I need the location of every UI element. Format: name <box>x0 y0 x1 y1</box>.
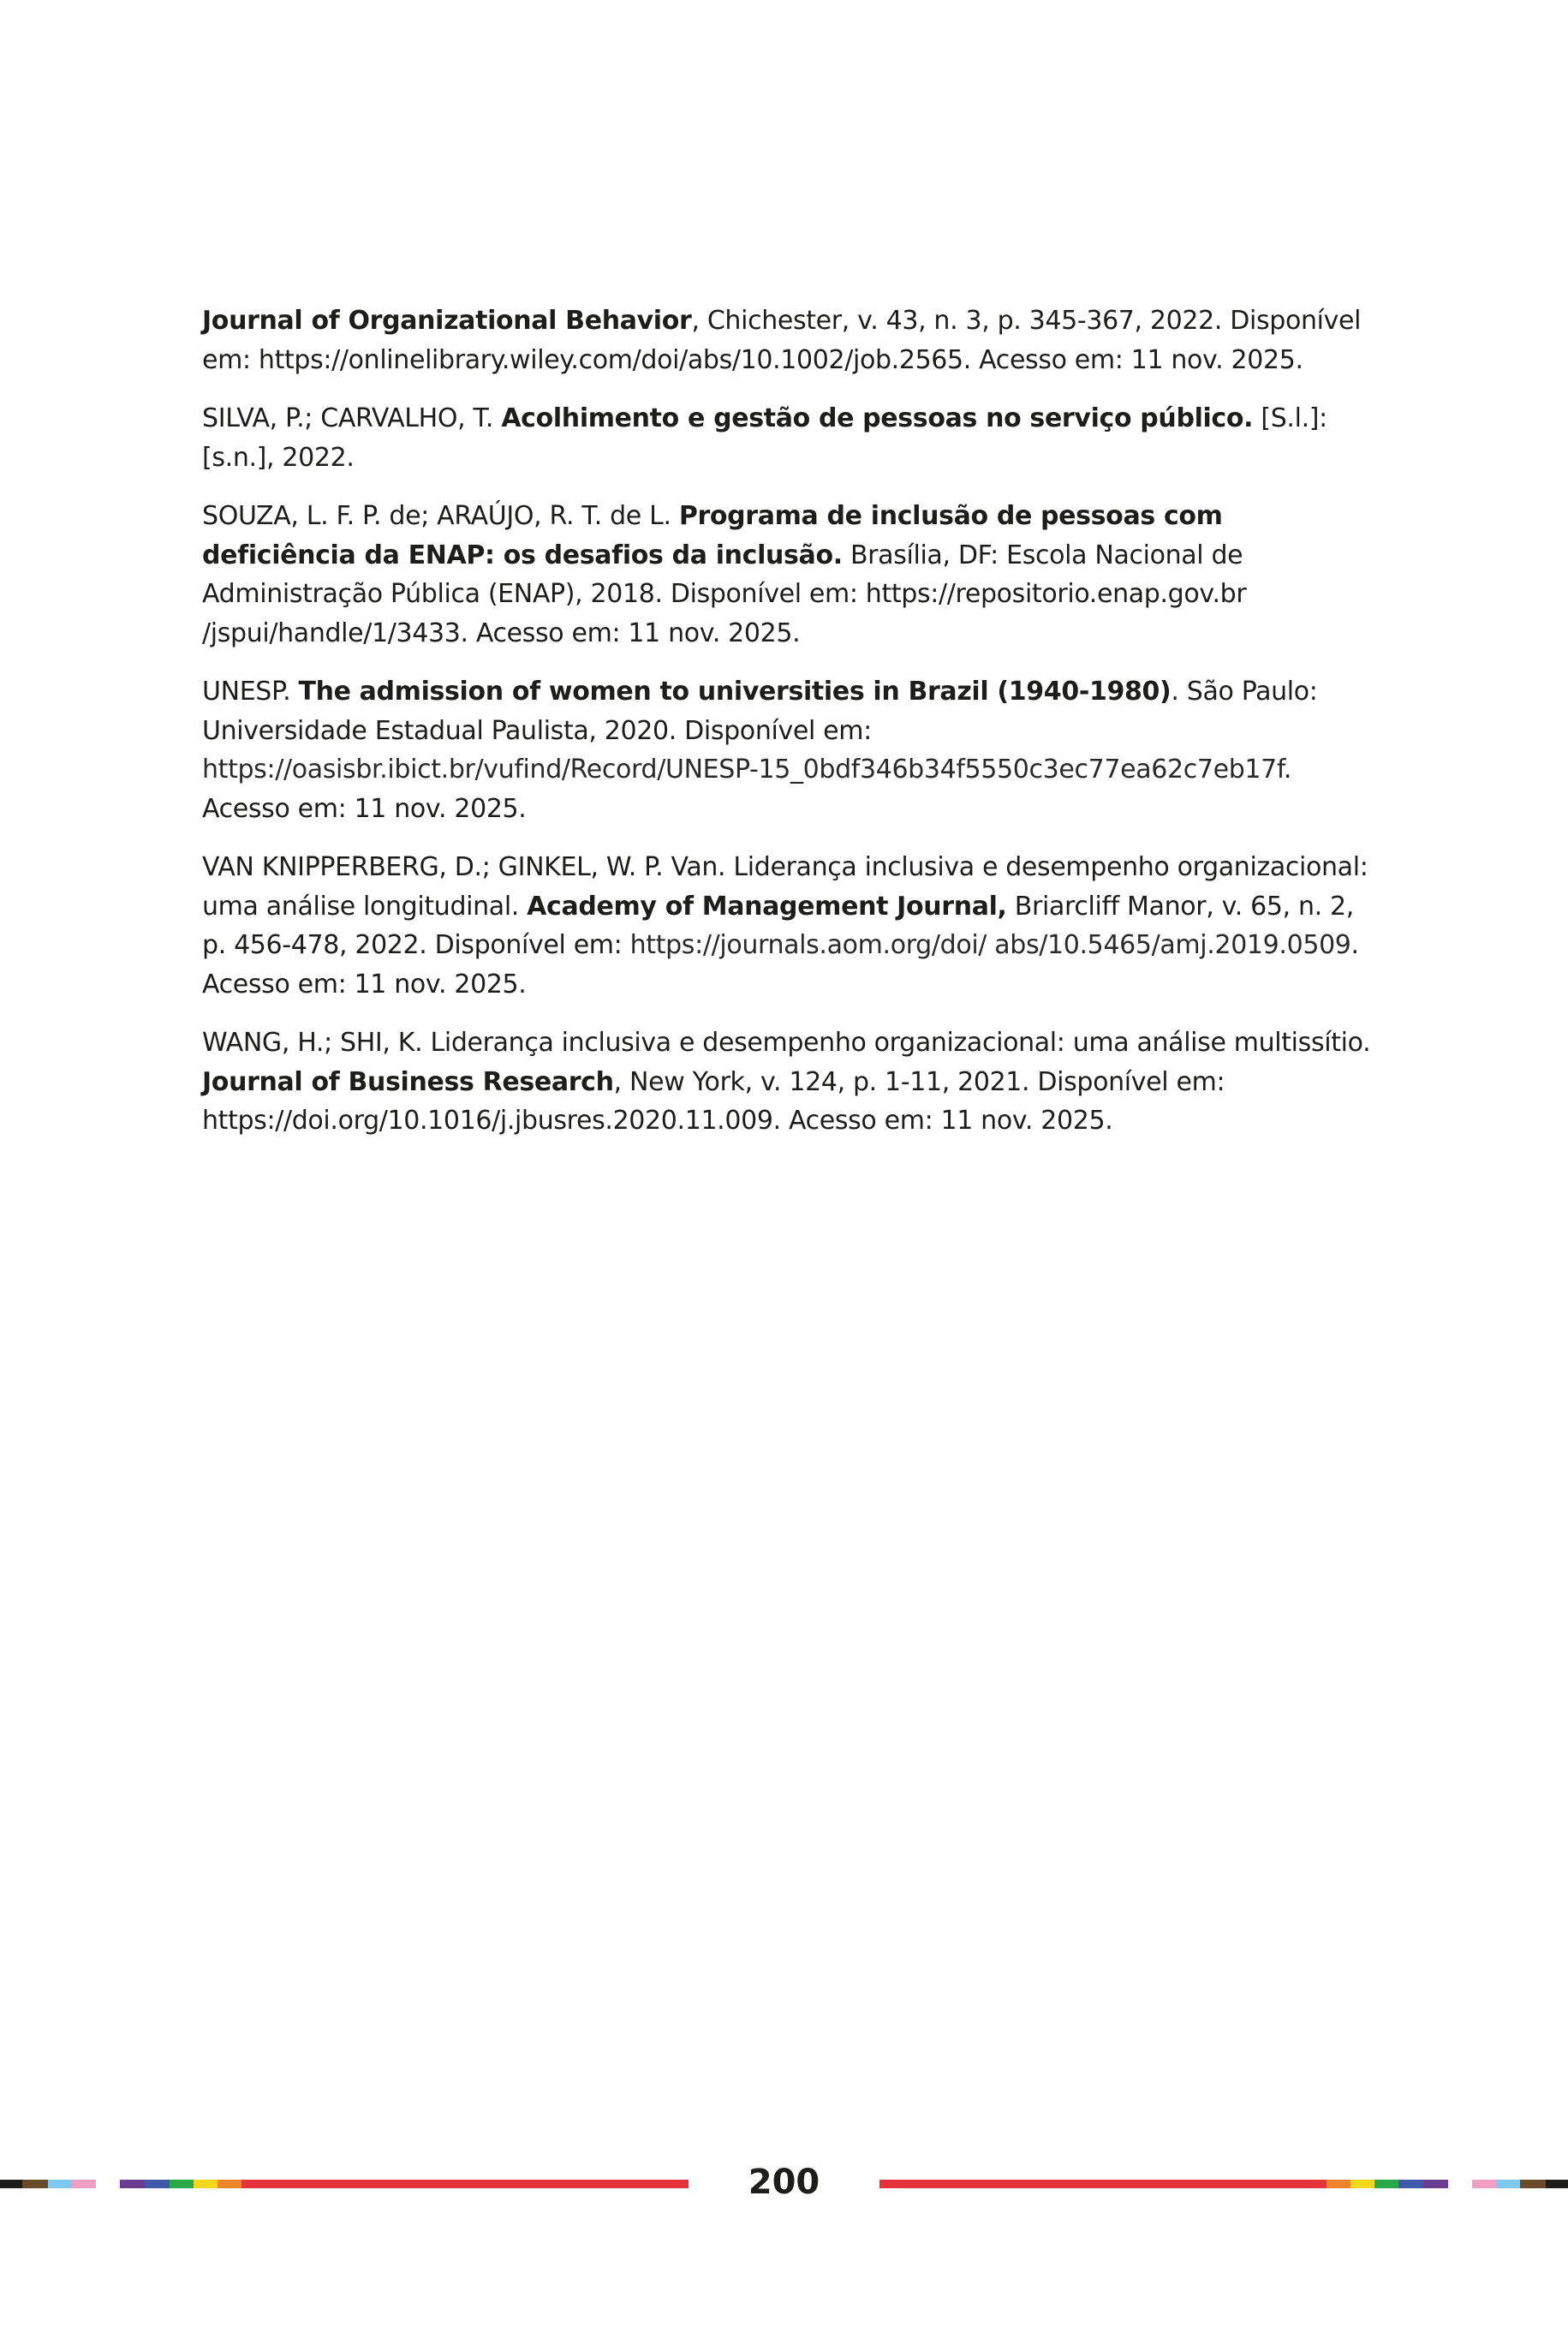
stripe-brown <box>1520 2180 1546 2188</box>
stripe-blue <box>1398 2180 1422 2188</box>
stripe-purple <box>1422 2180 1448 2188</box>
page-number: 200 <box>748 2163 820 2202</box>
reference-entry <box>202 848 1375 1004</box>
reference-text: . São Paulo: Universidade Estadual Paulista, 2020. Disponível em: <box>202 677 1318 746</box>
reference-title: Journal of Business Research <box>202 1066 614 1097</box>
stripe-pink <box>1472 2180 1496 2188</box>
red-bar-right <box>879 2180 1327 2188</box>
reference-list <box>202 301 1375 1161</box>
reference-text: https://journals.aom.org/doi/ abs/10.5465/amj.2019.0509 <box>629 930 1351 960</box>
reference-text: . Acesso em: 11 nov. 2025. <box>202 930 1359 999</box>
reference-title: Acolhimento e gestão de pessoas no serviço público. <box>501 403 1254 433</box>
stripe-orange <box>1327 2180 1350 2188</box>
reference-text: , New York, v. 124, p. 1-11, 2021. Disponível em: https://doi.org/10.1016/j.jbusres.2020.11.009. Acesso em: 11 nov. 2025. <box>202 1066 1225 1136</box>
reference-text: https://oasisbr.ibict.br/vufind/Record/UNESP-15_0bdf346b34f5550c3ec77ea62c7eb17f <box>202 755 1284 785</box>
reference-title: Journal of Organizational Behavior <box>202 306 692 336</box>
reference-title: Academy of Management Journal, <box>527 891 1007 922</box>
reference-text: , Chichester, v. 43, n. 3, p. 345-367, 2022. Disponível em: https://onlinelibrary.wiley.com/doi/abs/10.1002/job.2565. Acesso em: 11 nov. 2025. <box>202 306 1362 375</box>
reference-text: SOUZA, L. F. P. de; ARAÚJO, R. T. de L. <box>202 501 679 531</box>
stripe-green <box>1374 2180 1398 2188</box>
stripe-yellow <box>1350 2180 1374 2188</box>
stripe-black <box>1546 2180 1568 2188</box>
reference-text: UNESP. <box>202 677 299 707</box>
reference-entry <box>202 399 1375 477</box>
reference-title: Programa de inclusão de pessoas com deficiência da ENAP: os desafios da inclusão. <box>202 501 1223 570</box>
reference-entry <box>202 301 1375 379</box>
reference-text: [S.l.]: [s.n.], 2022. <box>202 403 1327 473</box>
reference-text: VAN KNIPPERBERG, D.; GINKEL, W. P. Van. Liderança inclusiva e desempenho organizacional: uma análise longitudinal. <box>202 852 1368 922</box>
reference-text: SILVA, P.; CARVALHO, T. <box>202 403 502 433</box>
stripe-lightblue <box>1496 2180 1520 2188</box>
reference-entry <box>202 672 1375 828</box>
reference-text: Briarcliff Manor, v. 65, n. 2, p. 456-478, 2022. Disponível em: <box>202 891 1354 960</box>
reference-title: The admission of women to universities in Brazil (1940-1980) <box>298 677 1172 707</box>
reference-entry <box>202 1023 1375 1141</box>
footer-stripe-right <box>879 2180 1568 2188</box>
reference-text: . Acesso em: 11 nov. 2025. <box>202 755 1292 824</box>
reference-entry <box>202 497 1375 653</box>
reference-text: Brasília, DF: Escola Nacional de Administração Pública (ENAP), 2018. Disponível em: https://repositorio.enap.gov.br /jspui/handle/1/3433. Acesso em: 11 nov. 2025. <box>202 540 1247 648</box>
reference-text: WANG, H.; SHI, K. Liderança inclusiva e desempenho organizacional: uma análise multissítio. <box>202 1028 1371 1058</box>
